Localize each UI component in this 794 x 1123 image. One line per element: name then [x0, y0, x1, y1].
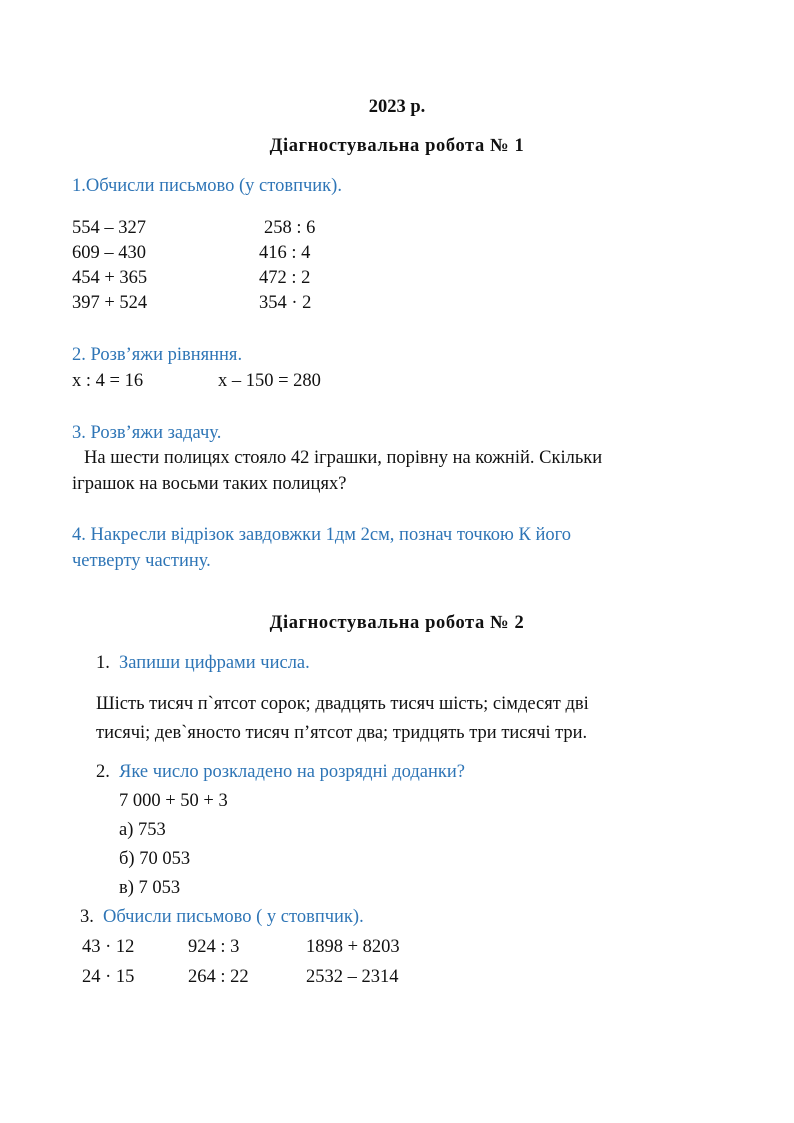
w1t1-right-expr-3: 472 : 2	[259, 268, 311, 288]
w1t2-equation-1: х : 4 = 16	[72, 371, 144, 391]
w2t3-col2-expr-2: 264 : 22	[188, 967, 249, 987]
w1t1-right-expr-4: 354 · 2	[259, 293, 312, 313]
work1-title: Діагностувальна робота № 1	[269, 136, 525, 156]
w2t3-col3-expr-1: 1898 + 8203	[306, 937, 400, 957]
w2t3-col2-expr-1: 924 : 3	[188, 937, 240, 957]
w2t2-expression: 7 000 + 50 + 3	[119, 791, 228, 811]
work1-task2-heading: 2. Розв’яжи рівняння.	[72, 345, 243, 365]
w1t3-problem-line-2: іграшок на восьми таких полицях?	[72, 474, 347, 494]
w1t1-left-expr-2: 609 – 430	[72, 243, 146, 263]
w2t1-text-line-1: Шість тисяч п`ятсот сорок; двадцять тисяч шість; сімдесят дві	[96, 694, 589, 714]
w2t3-col1-expr-1: 43 · 12	[82, 937, 135, 957]
w2t2-number: 2.	[96, 762, 110, 782]
w2t1-heading: Запиши цифрами числа.	[119, 653, 310, 673]
w1t4-line-2: четверту частину.	[72, 551, 211, 571]
w2t1-text-line-2: тисячі; дев`яносто тисяч п’ятсот два; тридцять три тисячі три.	[96, 723, 588, 743]
w2t2-option-b: б) 70 053	[119, 849, 191, 869]
w2t2-option-a: а) 753	[119, 820, 166, 840]
w1t1-left-expr-1: 554 – 327	[72, 218, 146, 238]
w2t1-number: 1.	[96, 653, 110, 673]
work2-title: Діагностувальна робота № 2	[269, 613, 525, 633]
w1t4-line-1: 4. Накресли відрізок завдовжки 1дм 2см, познач точкою К його	[72, 525, 571, 545]
w2t3-col3-expr-2: 2532 – 2314	[306, 967, 399, 987]
w1t1-right-expr-2: 416 : 4	[259, 243, 311, 263]
w1t1-right-expr-1: 258 : 6	[264, 218, 316, 238]
w2t2-option-c: в) 7 053	[119, 878, 181, 898]
w1t2-equation-2: х – 150 = 280	[218, 371, 321, 391]
w1t3-problem-line-1: На шести полицях стояло 42 іграшки, порівну на кожній. Скільки	[84, 448, 603, 468]
work1-task3-heading: 3. Розв’яжи задачу.	[72, 423, 222, 443]
w2t3-heading: Обчисли письмово ( у стовпчик).	[103, 907, 364, 927]
w1t1-left-expr-3: 454 + 365	[72, 268, 148, 288]
w2t2-heading: Яке число розкладено на розрядні доданки?	[119, 762, 465, 782]
w1t1-left-expr-4: 397 + 524	[72, 293, 148, 313]
work1-task1-heading: 1.Обчисли письмово (у стовпчик).	[72, 176, 342, 196]
w2t3-number: 3.	[80, 907, 94, 927]
document-year: 2023 р.	[368, 97, 426, 117]
w2t3-col1-expr-2: 24 · 15	[82, 967, 135, 987]
